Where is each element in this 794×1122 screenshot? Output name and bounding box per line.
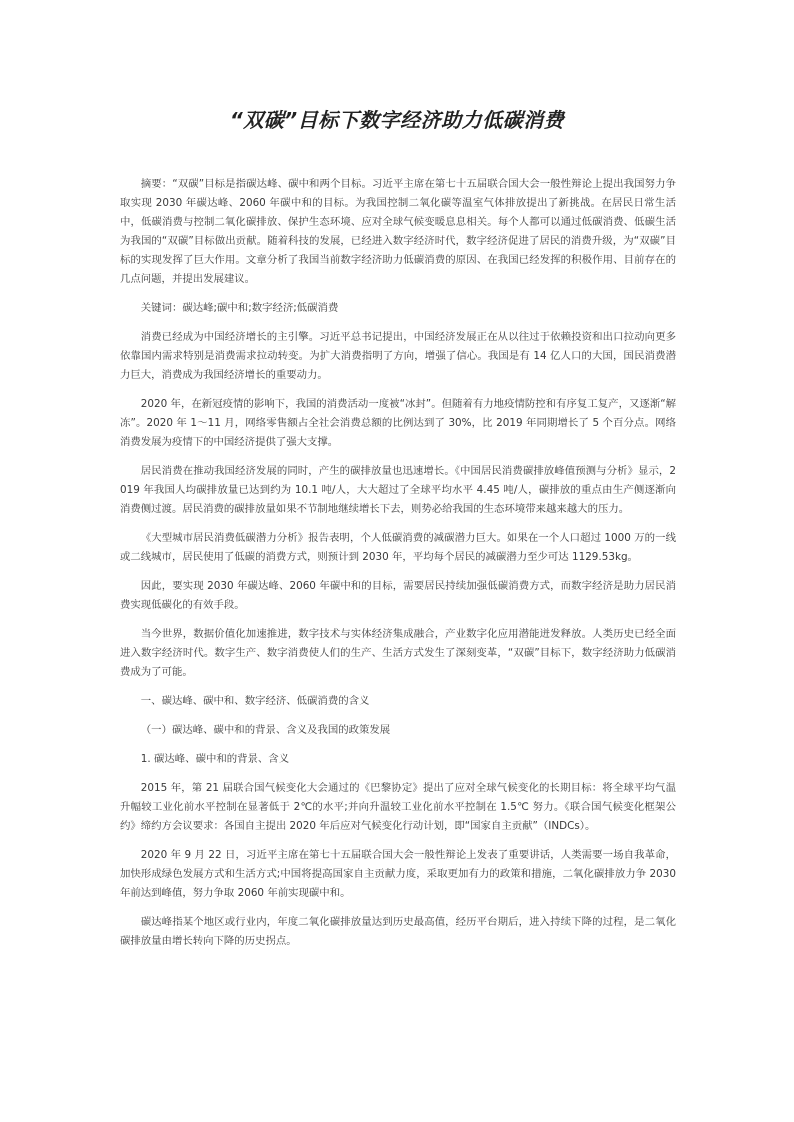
- paragraph: 2015 年，第 21 届联合国气候变化大会通过的《巴黎协定》提出了应对全球气候变化的长期目标：将全球平均气温升幅较工业化前水平控制在显著低于 2℃的水平;并向升温较工业化前水平控制在 1.5℃ 努力。《联合国气候变化框架公约》缔约方会议要求：各国自主提出 2020 年后应对气候变化行动计划，即“国家自主贡献”（INDCs）。: [120, 782, 676, 832]
- paragraph: 消费已经成为中国经济增长的主引擎。习近平总书记提出，中国经济发展正在从以往过于依赖投资和出口拉动向更多依靠国内需求特别是消费需求拉动转变。为扩大消费指明了方向，增强了信心。我国是有 14 亿人口的大国，国民消费潜力巨大，消费成为我国经济增长的重要动力。: [120, 331, 676, 381]
- section-heading: 一、碳达峰、碳中和、数字经济、低碳消费的含义: [140, 695, 370, 707]
- paragraph: 2020 年 9 月 22 日，习近平主席在第七十五届联合国大会一般性辩论上发表了重要讲话，人类需要一场自我革命，加快形成绿色发展方式和生活方式;中国将提高国家自主贡献力度，采取更加有力的政策和措施，二氧化碳排放力争 2030 年前达到峰值，努力争取 2060 年前实现碳中和。: [120, 849, 676, 899]
- paragraph: 当今世界，数据价值化加速推进，数字技术与实体经济集成融合，产业数字化应用潜能迸发释放。人类历史已经全面进入数字经济时代。数字生产、数字消费使人们的生产、生活方式发生了深刻变革，“双碳”目标下，数字经济助力低碳消费成为了可能。: [120, 628, 676, 678]
- paragraph: 居民消费在推动我国经济发展的同时，产生的碳排放量也迅速增长。《中国居民消费碳排放峰值预测与分析》显示，2019 年我国人均碳排放量已达到约为 10.1 吨/人，大大超过了全球平均水平 4.45 吨/人，碳排放的重点由生产侧逐渐向消费侧过渡。居民消费的碳排放量如果不节制地继续增长下去，则势必给我国的生态环境带来越来越大的压力。: [120, 465, 676, 515]
- document-title: “双碳”目标下数字经济助力低碳消费: [229, 108, 565, 132]
- paragraph: 因此，要实现 2030 年碳达峰、2060 年碳中和的目标，需要居民持续加强低碳消费方式，而数字经济是助力居民消费实现低碳化的有效手段。: [120, 580, 676, 611]
- paragraph-abstract: 摘要：“双碳”目标是指碳达峰、碳中和两个目标。习近平主席在第七十五届联合国大会一般性辩论上提出我国努力争取实现 2030 年碳达峰、2060 年碳中和的目标。为我国控制二氧化碳等温室气体排放提出了新挑战。在居民日常生活中，低碳消费与控制二氧化碳排放、保护生态环境、应对全球气候变暖息息相关。每个人都可以通过低碳消费、低碳生活为我国的“双碳”目标做出贡献。随着科技的发展，已经进入数字经济时代，数字经济促进了居民的消费升级，为“双碳”目标的实现发挥了巨大作用。文章分析了我国当前数字经济助力低碳消费的原因、在我国已经发挥的积极作用、目前存在的几点问题，并提出发展建议。: [120, 178, 676, 285]
- subsection-heading: （一）碳达峰、碳中和的背景、含义及我国的政策发展: [140, 724, 391, 736]
- document-body: [120, 175, 676, 951]
- paragraph-keywords: 关键词：碳达峰;碳中和;数字经济;低碳消费: [140, 302, 339, 314]
- paragraph: 2020 年，在新冠疫情的影响下，我国的消费活动一度被“冰封”。但随着有力地疫情防控和有序复工复产，又逐渐“解冻”。2020 年 1～11 月，网络零售额占全社会消费总额的比例达到了 30%，比 2019 年同期增长了 5 个百分点。网络消费发展为疫情下的中国经济提供了强大支撑。: [120, 398, 676, 448]
- paragraph: 碳达峰指某个地区或行业内，年度二氧化碳排放量达到历史最高值，经历平台期后，进入持续下降的过程，是二氧化碳排放量由增长转向下降的历史拐点。: [120, 916, 676, 947]
- paragraph: 《大型城市居民消费低碳潜力分析》报告表明，个人低碳消费的减碳潜力巨大。如果在一个人口超过 1000 万的一线或二线城市，居民使用了低碳的消费方式，则预计到 2030 年，平均每个居民的减碳潜力至少可达 1129.53kg。: [120, 532, 676, 563]
- subsubsection-heading: 1. 碳达峰、碳中和的背景、含义: [140, 753, 290, 765]
